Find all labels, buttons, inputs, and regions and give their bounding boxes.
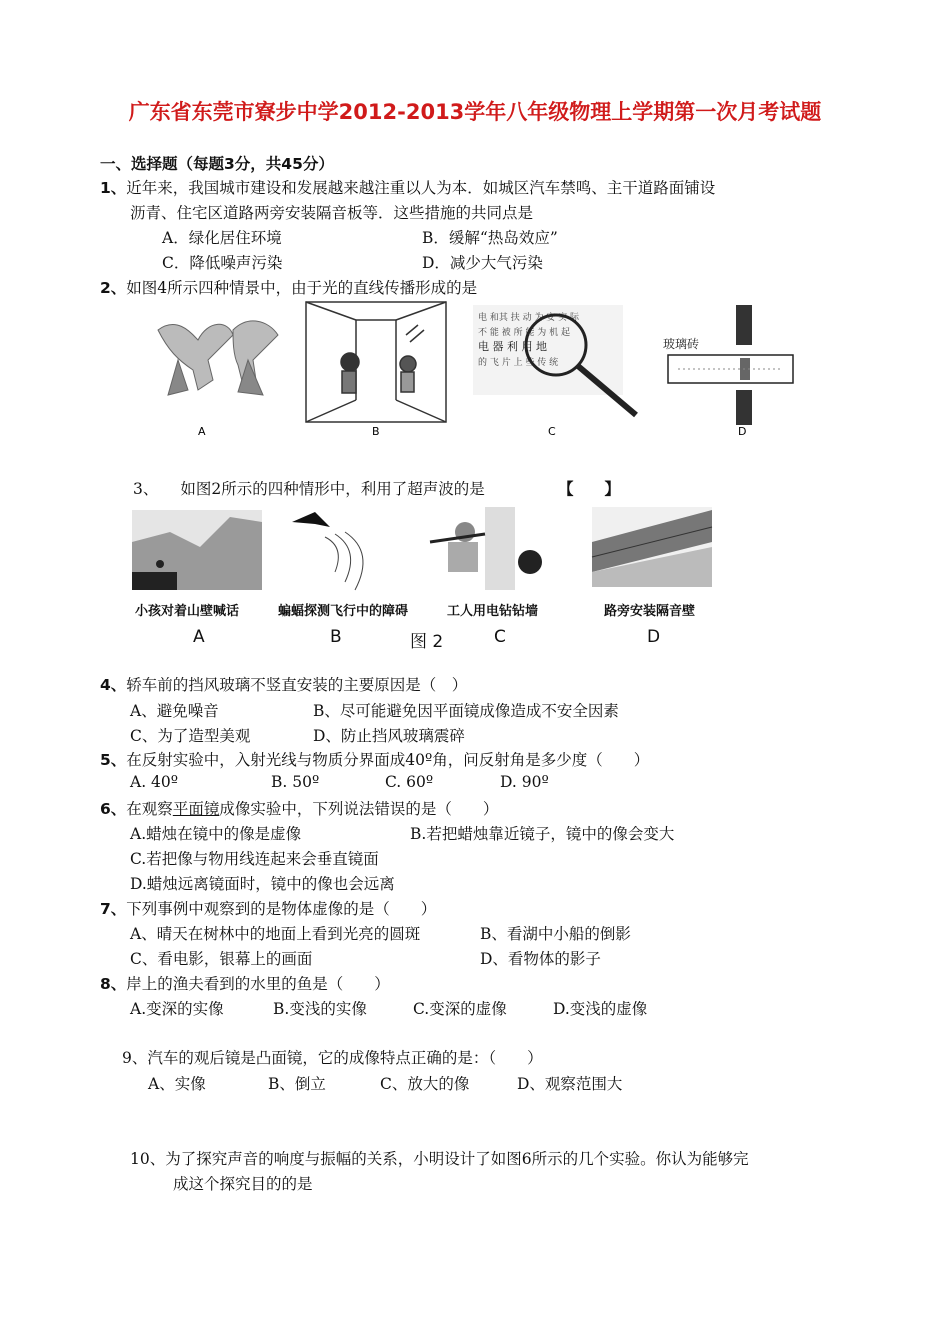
figure-label: B [372, 425, 380, 438]
figure-b-bat [292, 512, 363, 590]
question-6 [100, 797, 498, 819]
figure-label: A [198, 425, 206, 438]
glass-brick-label: 玻璃砖 [663, 337, 700, 351]
option-d: D.变浅的虚像 [553, 1000, 648, 1018]
option-c: C.变深的虚像 [413, 1000, 507, 1018]
option-b: B.若把蜡烛靠近镜子，镜中的像会变大 [410, 825, 675, 843]
question-number: 1、 [100, 179, 127, 197]
question-number: 7、 [100, 900, 127, 918]
question-number: 2、 [100, 279, 127, 297]
figure-b-mirror [306, 302, 446, 422]
svg-text:的 飞 片 上 些 传 统: 的 飞 片 上 些 传 统 [478, 358, 559, 368]
figure-number: 图 2 [410, 632, 444, 652]
option-b: B、倒立 [268, 1075, 326, 1093]
option-d: D、防止挡风玻璃震碎 [313, 727, 465, 745]
figure-label: C [494, 627, 506, 647]
question-2 [100, 276, 477, 298]
option-d: D、看物体的影子 [480, 950, 601, 968]
figure-caption: 路旁安装隔音壁 [604, 604, 696, 619]
question-number: 8、 [100, 975, 127, 993]
option-a: A.蜡烛在镜中的像是虚像 [130, 825, 302, 843]
option-a: A. 40º [130, 773, 179, 791]
option-c: C.若把像与物用线连起来会垂直镜面 [130, 850, 379, 868]
question-number: 6、 [100, 800, 127, 818]
question-1-continued: 沥青、住宅区道路两旁安装隔音板等．这些措施的共同点是 [130, 204, 534, 222]
option-d: D. 90º [500, 773, 549, 791]
option-b: B、尽可能避免因平面镜成像造成不安全因素 [313, 702, 619, 720]
figure-label: C [548, 425, 556, 438]
figure-q3 [130, 502, 720, 594]
figure-c-magnifier [473, 305, 636, 415]
svg-text:电 器 利 用 地: 电 器 利 用 地 [478, 340, 547, 353]
option-b: B．缓解“热岛效应” [422, 229, 558, 247]
figure-c-drill [430, 507, 542, 590]
question-8 [100, 972, 390, 994]
svg-text:电 和其 扶 动 为 安 实 际: 电 和其 扶 动 为 安 实 际 [478, 313, 580, 323]
figure-label: B [330, 627, 342, 647]
question-text: 如图4所示四种情景中，由于光的直线传播形成的是 [126, 279, 478, 297]
question-number: 3、 [133, 480, 159, 498]
question-text: 在观察 [126, 800, 173, 818]
question-text: 轿车前的挡风玻璃不竖直安装的主要原因是（ ） [126, 676, 468, 694]
question-text: 在反射实验中，入射光线与物质分界面成40º角，问反射角是多少度（ ） [126, 751, 650, 769]
figure-q2 [138, 300, 808, 450]
question-number: 5、 [100, 751, 127, 769]
figure-caption: 小孩对着山壁喊话 [135, 604, 240, 619]
figure-caption: 工人用电钻钻墙 [447, 604, 539, 619]
figure-d-glass-brick [663, 305, 793, 425]
question-10-continued: 成这个探究目的的是 [173, 1175, 313, 1193]
figure-a-mountain [132, 510, 262, 590]
question-text: 岸上的渔夫看到的水里的鱼是（ ） [126, 975, 390, 993]
option-c: C、放大的像 [380, 1075, 470, 1093]
option-a: A.变深的实像 [130, 1000, 224, 1018]
figure-d-sound-barrier [592, 507, 712, 587]
question-number: 4、 [100, 676, 127, 694]
option-a: A、实像 [148, 1075, 206, 1093]
option-a: A、避免噪音 [130, 702, 219, 720]
option-a: A．绿化居住环境 [162, 229, 282, 247]
figure-caption: 蝙蝠探测飞行中的障碍 [278, 604, 409, 619]
option-d: D．减少大气污染 [422, 254, 543, 272]
section-heading: 一、选择题（每题3分，共45分） [100, 155, 334, 173]
question-10: 10、为了探究声音的响度与振幅的关系，小明设计了如图6所示的几个实验。你认为能够完 [130, 1150, 749, 1168]
option-a: A、晴天在树林中的地面上看到光亮的圆斑 [130, 925, 421, 943]
question-3 [133, 477, 485, 499]
question-7 [100, 897, 436, 919]
option-c: C．降低噪声污染 [162, 254, 283, 272]
option-b: B.变浅的实像 [273, 1000, 367, 1018]
figure-label: D [647, 627, 661, 647]
option-b: B、看湖中小船的倒影 [480, 925, 631, 943]
question-text-underlined: 平面镜 [172, 800, 220, 818]
question-5 [100, 748, 649, 770]
question-text: 成像实验中，下列说法错误的是（ ） [219, 800, 499, 818]
svg-text:不 能 被 所 能 为 机 起: 不 能 被 所 能 为 机 起 [478, 328, 571, 338]
question-1 [100, 176, 715, 198]
figure-label: A [193, 627, 205, 647]
answer-bracket: 【 】 [558, 479, 621, 498]
option-c: C、看电影，银幕上的画面 [130, 950, 313, 968]
figure-label: D [738, 425, 747, 438]
option-c: C. 60º [385, 773, 434, 791]
option-b: B. 50º [271, 773, 320, 791]
question-text: 近年来，我国城市建设和发展越来越注重以人为本．如城区汽车禁鸣、主干道路面铺设 [126, 179, 716, 197]
page-title: 广东省东莞市寮步中学2012-2013学年八年级物理上学期第一次月考试题 [128, 100, 822, 124]
figure-a-hand-shadow [158, 321, 278, 395]
question-4 [100, 673, 467, 695]
question-text: 下列事例中观察到的是物体虚像的是（ ） [126, 900, 437, 918]
option-d: D.蜡烛远离镜面时，镜中的像也会远离 [130, 875, 395, 893]
question-9: 9、汽车的观后镜是凸面镜，它的成像特点正确的是：（ ） [122, 1049, 543, 1067]
option-d: D、观察范围大 [517, 1075, 623, 1093]
option-c: C、为了造型美观 [130, 727, 251, 745]
question-text: 如图2所示的四种情形中，利用了超声波的是 [180, 480, 485, 498]
